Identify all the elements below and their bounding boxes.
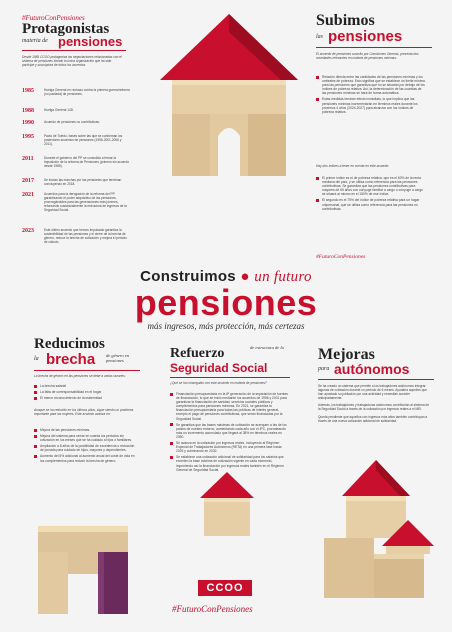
timeline-year: 1988 <box>22 108 34 114</box>
timeline-year: 1990 <box>22 120 34 126</box>
mejoras-title: Mejoras <box>318 346 375 363</box>
reducimos-sub-2: de género en pensiones <box>106 353 130 363</box>
reducimos-sub: la <box>34 356 39 362</box>
timeline-text: Huelga General 14D. <box>44 108 74 112</box>
reducimos-reasons <box>34 384 138 402</box>
list-item: El menor reconocimiento de la maternidad <box>34 396 138 400</box>
tower-blocks-illustration <box>316 456 440 606</box>
list-item: Se avanza en la cotización por ingresos reales, incluyendo al Régimen Especial de Trabajadores Autónomos (RETA) en una primera fase hasta 2025 y culminando en 2032. <box>170 441 288 453</box>
list-item: Mejora del sistema para cerrar en cuenta los periodos sin cotización en los meses que se ha cuidado a hijos o familiares. <box>34 434 138 442</box>
list-item: Aumento del 5% adicional al aumento anual del coste de vida en los complementos para reducir la brecha de género. <box>34 454 138 462</box>
mejoras-sub: para <box>318 366 330 372</box>
timeline-year: 2021 <box>22 192 34 198</box>
subimos-intro: El acuerdo de pensiones suscrito por Comisiones Obreras, presenta dos novedades relevantes en materia de pensiones mínimas: <box>316 52 419 61</box>
mejoras-title-2: autónomos <box>334 361 410 377</box>
timeline-item <box>22 108 130 114</box>
divider <box>318 379 434 380</box>
banner-tagline: más ingresos, más protección, más certezas <box>147 321 305 331</box>
list-item: La falta de corresponsabilidad en el hogar <box>34 390 138 394</box>
subimos-bullets <box>316 75 426 116</box>
hashtag-top: #FuturoConPensiones <box>22 14 85 22</box>
list-item: Mejora de las pensiones mínimas. <box>34 428 138 432</box>
protagonistas-title-2: pensiones <box>58 34 123 49</box>
reducimos-title: Reducimos <box>34 336 105 352</box>
divider <box>34 370 140 371</box>
refuerzo-sub: de estructura de la <box>250 345 284 350</box>
subimos-title: Subimos <box>316 12 375 29</box>
timeline-year: 1985 <box>22 88 34 94</box>
mejoras-paragraph: Se ha creado un sistema que permite a los trabajadores autónomos integrar lagunas de cotización durante un periodo de 6 meses. Ayudaría aquellos que han apostado su jubilación por una actividad y necesitan acceder anticipadamente. <box>318 384 427 401</box>
list-item: Se establece una cotización adicional de solidaridad para los salarios que exceden la base máxima de cotización vigente en cada momento, imponiendo así la financiación por ingresos reales también en el Régimen General de Seguridad Social. <box>170 455 288 471</box>
list-item: La brecha salarial <box>34 384 138 388</box>
protagonistas-sub: materia de <box>22 38 48 44</box>
refuerzo-title: Refuerzo <box>170 346 225 361</box>
timeline-item <box>22 88 130 96</box>
refuerzo-intro: ¿Qué se ha conseguido con este acuerdo en materia de pensiones? <box>170 381 267 385</box>
timeline-item <box>22 120 130 126</box>
timeline-year: 1995 <box>22 134 34 140</box>
subimos-intro-2: Hay dos índices a tener en cuenta en este acuerdo: <box>316 164 390 168</box>
subimos-hashtag: #FuturoConPensiones <box>316 254 366 260</box>
timeline-item <box>22 228 130 244</box>
arch-blocks-illustration <box>28 512 140 622</box>
timeline-text: Se inician las marchas por las pensiones que terminan concluyendo en 2018. <box>44 178 122 186</box>
subimos-sub: las <box>316 34 324 40</box>
refuerzo-bullets <box>170 392 288 474</box>
timeline-year: 2023 <box>22 228 34 234</box>
list-item: Financiación presupuestaria en la 8ª generación de la separación de fuentes de financiación, lo que se inició mediante los acuerdos de 1996 y 2001 para garantizar la financiación de sanidad, servicios sociales públicos y complementos para pensiones mínimas. En 2021, se garantiza la financiación presupuestaria para todas las políticas de interés general, excepto el pago de pensiones contributivas, que serán financiadas por la Seguridad Social. <box>170 392 288 421</box>
list-item: Estas medidas tendrán efecto inmediato, lo que implica que las pensiones mínimas incrementarán en términos reales durante los próximos 4 años (2024-2027) para alcanzar con los índices de pobreza relativa. <box>316 97 426 113</box>
banner <box>0 268 452 331</box>
timeline-text: Durante el gobierno del PP se consolida a frenar la imposición de la reforma de Pensiones (primero sin acuerdo desde 1985). <box>44 156 130 168</box>
timeline-year: 2011 <box>22 156 34 162</box>
timeline-item <box>22 134 130 146</box>
banner-word-1: Construimos <box>140 268 236 285</box>
mejoras-paragraph: Queda pendiente que aquellos con ingresos más altos también contribuyan a través de una nueva cotización adicional de solidaridad. <box>318 414 428 423</box>
banner-word-2: un futuro <box>254 269 312 285</box>
timeline-item <box>22 192 130 212</box>
divider <box>22 50 126 51</box>
timeline-text: Este último acuerdo que hemos impulsado garantiza la sostenibilidad de las pensiones y el cierre de la brecha de género, reduce la brecha de cotización y mejora el periodo de cálculo. <box>44 228 127 244</box>
subimos-title-2: pensiones <box>328 28 403 45</box>
house-blocks-illustration <box>148 8 310 186</box>
timeline-text: Acuerdo de pensiones no contributivas. <box>44 120 100 124</box>
list-item: El segundo es el 75% del índice de pobreza relativa para un hogar unipersonal, que se utiliza como referencia para las pensiones no contributivas. <box>316 198 426 210</box>
divider <box>170 377 290 378</box>
mejoras-body <box>318 384 432 423</box>
timeline-text: Pacto de Toledo, bases sobre las que se conforman los posteriores acuerdos de pensiones (1996-2001-2006 y 2011). <box>44 134 123 146</box>
timeline-item <box>22 156 130 168</box>
mejoras-paragraph: Además, los trabajadores y trabajadoras autónomos contribuirán al sistema de la Seguridad Social a través de la cotización por ingresos reales a el MEI. <box>318 403 430 412</box>
banner-word-3: pensiones <box>134 282 318 323</box>
list-item: Se garantiza que las bases máximas de cotización se acerquen a las de los países de nuestro entorno, aumentando cada año con el IPC, prorrateando más un incremento acumulado que llegará al 38% en términos reales en 2050. <box>170 423 288 439</box>
reducimos-title-2: brecha <box>46 351 96 368</box>
divider <box>316 47 432 48</box>
list-item: Ampliación a 8 años de la posibilidad de excedencia o reducción de jornada para cuidado de hijos, mayores y dependientes. <box>34 444 138 452</box>
ccoo-logo: CCOO <box>198 580 252 596</box>
small-house-blocks-illustration <box>196 470 258 540</box>
protagonistas-intro: Desde 1985 CCOO protagoniza las negociaciones relacionadas con el sistema de pensiones siendo la única organización que ha sido partícipe y suscriptora de todos los acuerdos. <box>22 55 122 68</box>
timeline-year: 2017 <box>22 178 34 184</box>
refuerzo-title-2: Seguridad Social <box>170 361 268 375</box>
hashtag-bottom: #FuturoConPensiones <box>172 604 253 614</box>
reducimos-intro-2: Aunque se ha reducido en los últimos años, sigue siendo un problema importante para las mujeres. Este acuerdo avanza en: <box>34 408 134 417</box>
timeline-text: Huelga General en rechazo contra la primera guerra/reforma (no pactada) de pensiones. <box>44 88 130 96</box>
list-item: Relación directa entre las cantidades de las pensiones mínimas y los umbrales de pobreza. Esto significa que se establece un límite mínimo para las pensiones que garantiza que no se situarán por debajo de los índices de pobreza relativa. Así, la determinación de las cuantías de las pensiones mínimas se hará de forma automática. <box>316 75 426 95</box>
reducimos-intro: La brecha de género en las pensiones se debe a varias razones: <box>34 374 126 378</box>
banner-dot: ● <box>240 268 250 285</box>
timeline-item <box>22 178 130 186</box>
reducimos-bullets <box>34 428 138 465</box>
protagonistas-title: Protagonistas <box>22 21 110 37</box>
subimos-bullets-2 <box>316 176 426 213</box>
timeline-text: Acuerdos para la derogación de la reforma del PP garantizando el poder adquisitivo de las pensiones, prorrrogándoles para las generaciones más jóvenes, reforzando sustancialmente la estructura de ingresos de la Seguridad Social. <box>44 192 127 212</box>
list-item: El primer índice es el de pobreza relativa, que es el 60% de la renta mediana del país, y se utiliza como referencia para las pensiones contributivas. Se garantiza que las pensiones contributivas para mayores de 65 años con cónyuge familiar a cargo o cónyuge a cargo se situará al mismo en el 150% de ese índice. <box>316 176 426 196</box>
